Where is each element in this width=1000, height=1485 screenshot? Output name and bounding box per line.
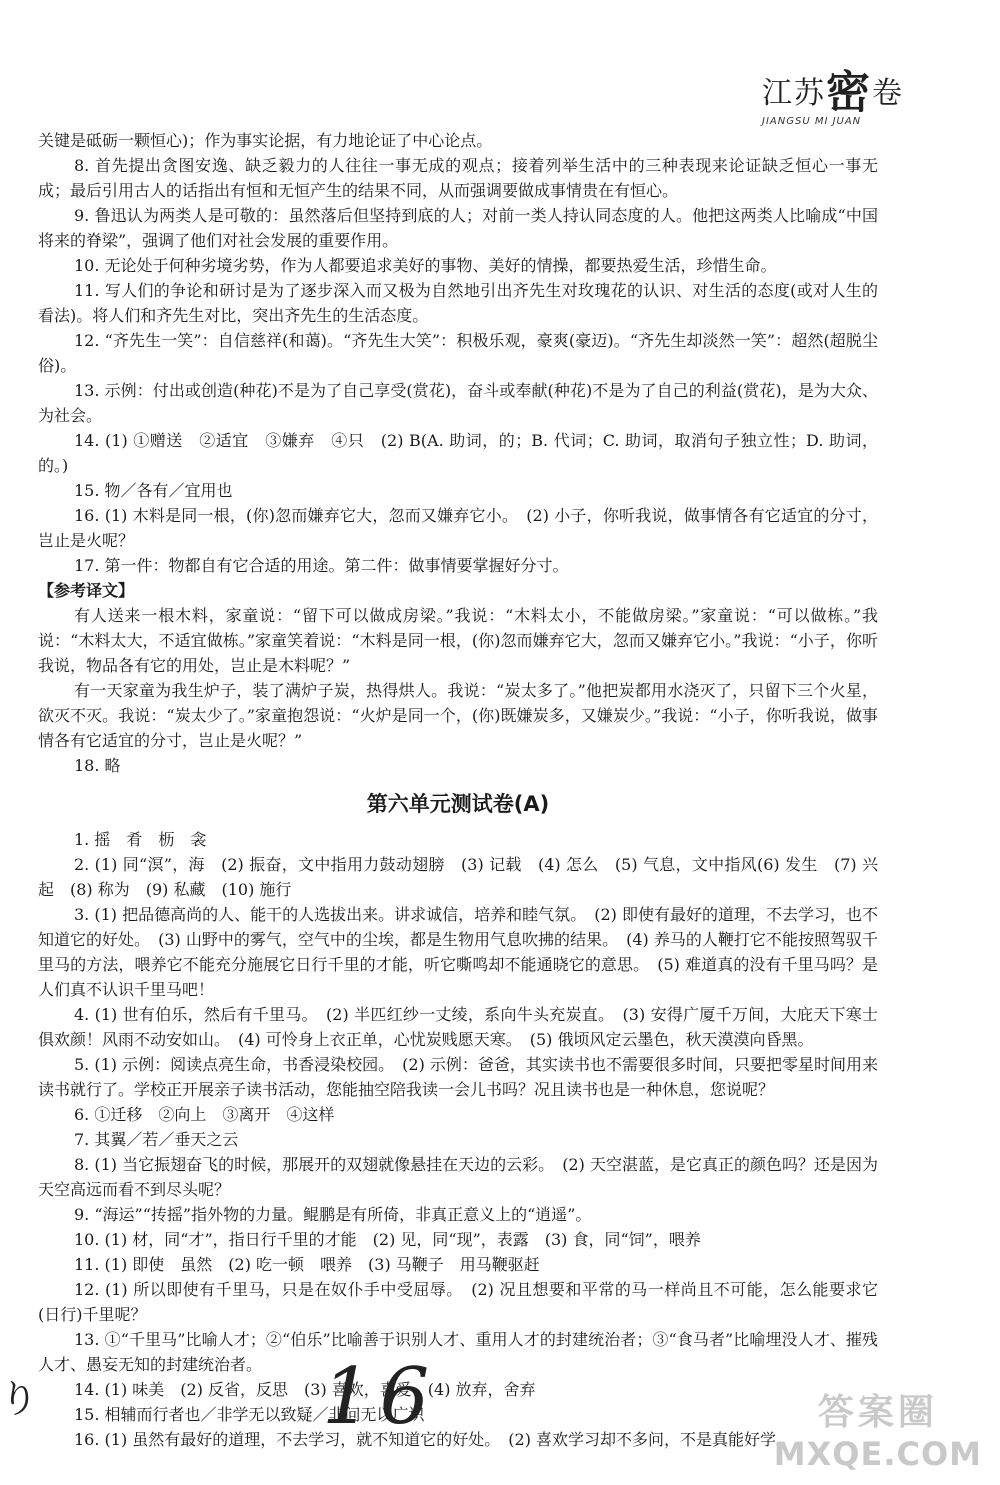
answer-item: 7. 其翼／若／垂天之云: [74, 1130, 239, 1149]
answer-item: 9. “海运”“抟摇”指外物的力量。鲲鹏是有所倚，非真正意义上的“逍遥”。: [74, 1205, 592, 1224]
watermark-logo-text: 答案圈: [817, 1392, 938, 1433]
translation-body: [38, 603, 878, 753]
handwritten-corner-mark: り: [0, 1377, 39, 1421]
brand-title: [762, 56, 904, 120]
book-brand-header: [762, 56, 904, 127]
answer-item: 15. 相辅而行者也／非学无以致疑／非问无以广识: [74, 1405, 425, 1424]
brand-suffix: 卷: [872, 76, 904, 111]
answer-item: 8. (1) 当它振翅奋飞的时候，那展开的双翅就像悬挂在天边的云彩。 (2) 天空湛蓝，是它真正的颜色吗？还是因为天空高远而看不到尽头呢？: [38, 1155, 878, 1199]
answer-item: 11. 写人们的争论和研讨是为了逐步深入而又极为自然地引出齐先生对玫瑰花的认识、对生活的态度(或对人生的看法)。将人们和齐先生对比，突出齐先生的生活态度。: [38, 281, 878, 325]
answer-item: 15. 物／各有／宜用也: [74, 481, 233, 500]
answer-item: 13. ①“千里马”比喻人才；②“伯乐”比喻善于识别人才、重用人才的封建统治者；③“食马者”比喻埋没人才、摧残人才、愚妄无知的封建统治者。: [38, 1330, 878, 1374]
translation-title: 【参考译文】: [38, 581, 135, 600]
site-watermark: [774, 1384, 982, 1473]
answer-item: 12. “齐先生一笑”：自信慈祥(和蔼)。“齐先生大笑”：积极乐观，豪爽(豪迈)。“齐先生却淡然一笑”：超然(超脱尘俗)。: [38, 331, 878, 375]
answer-content: [38, 128, 878, 1452]
translation-paragraph: 有人送来一根木料，家童说：“留下可以做成房梁。”我说：“木料太小，不能做房梁。”家童说：“可以做栋。”我说：“木料太大，不适宜做栋。”家童笑着说：“木料是同一根，(你)忽而嫌弃它大，忽而又嫌弃它小。”我说：“小子，你听我说，物品各有它的用处，岂止是木料呢？”: [38, 606, 878, 675]
answer-item: 3. (1) 把品德高尚的人、能干的人选拔出来。讲求诚信，培养和睦气氛。 (2) 即使有最好的道理，不去学习，也不知道它的好处。 (3) 山野中的雾气，空气中的尘埃，都是生物用气息吹拂的结果。 (4) 养马的人鞭打它不能按照驾驭千里马的方法，喂养它不能充分施展它日行千里的才能，听它嘶鸣却不能通晓它的意思。 (5) 难道真的没有千里马吗？是人们真不认识千里马吧！: [38, 905, 878, 999]
answer-item: 11. (1) 即使 虽然 (2) 吃一顿 喂养 (3) 马鞭子 用马鞭驱赶: [74, 1255, 540, 1274]
translation-paragraph: 有一天家童为我生炉子，装了满炉子炭，热得烘人。我说：“炭太多了。”他把炭都用水浇灭了，只留下三个火星，欲灭不灭。我说：“炭太少了。”家童抱怨说：“火炉是同一个，(你)既嫌炭多，又嫌炭少。”我说：“小子，你听我说，做事情各有它适宜的分寸，岂止是火呢？”: [38, 681, 878, 750]
section-title: 第六单元测试卷(A): [366, 792, 550, 816]
answer-item: 13. 示例：付出或创造(种花)不是为了自己享受(赏花)，奋斗或奉献(种花)不是为了自己的利益(赏花)，是为大众、为社会。: [38, 381, 878, 425]
answer-item: 10. (1) 材，同“才”，指日行千里的才能 (2) 见，同“现”，表露 (3) 食，同“饲”，喂养: [74, 1230, 701, 1249]
answer-list-section: [38, 827, 878, 1452]
answer-item: 6. ①迁移 ②向上 ③离开 ④这样: [74, 1105, 335, 1124]
brand-prefix: 江苏: [762, 76, 826, 111]
answer-item: 17. 第一件：物都自有它合适的用途。第二件：做事情要掌握好分寸。: [74, 556, 569, 575]
answer-item: 16. (1) 木料是同一根，(你)忽而嫌弃它大，忽而又嫌弃它小。 (2) 小子，你听我说，做事情各有它适宜的分寸，岂止是火呢？: [38, 506, 878, 550]
answer-item: 5. (1) 示例：阅读点亮生命，书香浸染校园。 (2) 示例：爸爸，其实读书也不需要很多时间，只要把零星时间用来读书就行了。学校正开展亲子读书活动，您能抽空陪我读一会儿书吗？况且读书也是一种休息，您说呢？: [38, 1055, 878, 1099]
item-18: 18. 略: [74, 756, 121, 775]
brand-big-char: 密: [826, 67, 872, 118]
brand-pinyin: JIANGSU MI JUAN: [762, 116, 862, 127]
answer-item: 16. (1) 虽然有最好的道理，不去学习，就不知道它的好处。 (2) 喜欢学习却不多问，不是真能好学。: [74, 1430, 793, 1449]
answer-item: 4. (1) 世有伯乐，然后有千里马。 (2) 半匹红纱一丈绫，系向牛头充炭直。 (3) 安得广厦千万间，大庇天下寒士俱欢颜！风雨不动安如山。 (4) 可怜身上衣正单，心忧炭贱愿天寒。 (5) 俄顷风定云墨色，秋天漠漠向昏黑。: [38, 1005, 878, 1049]
answer-item: 12. (1) 所以即使有千里马，只是在奴仆手中受屈辱。 (2) 况且想要和平常的马一样尚且不可能，怎么能要求它(日行)千里呢？: [38, 1280, 878, 1324]
watermark-url: MXQE.COM: [773, 1435, 982, 1473]
answer-item: 14. (1) 味美 (2) 反省，反思 (3) 喜欢，喜爱 (4) 放弃，舍弃: [74, 1380, 536, 1399]
answer-item: 2. (1) 同“溟”，海 (2) 振奋，文中指用力鼓动翅膀 (3) 记载 (4) 怎么 (5) 气息，文中指风(6) 发生 (7) 兴起 (8) 称为 (9) 私藏 (10) 施行: [38, 855, 878, 899]
answer-list-top: [38, 128, 878, 578]
answer-item: 9. 鲁迅认为两类人是可敬的：虽然落后但坚持到底的人；对前一类人持认同态度的人。他把这两类人比喻成“中国将来的脊梁”，强调了他们对社会发展的重要作用。: [38, 206, 878, 250]
answer-item: 1. 摇 肴 枥 衾: [74, 830, 207, 849]
answer-item: 8. 首先提出贪图安逸、缺乏毅力的人往往一事无成的观点；接着列举生活中的三种表现来论证缺乏恒心一事无成；最后引用古人的话指出有恒和无恒产生的结果不同，从而强调要做成事情贵在有恒心。: [38, 156, 878, 200]
handwritten-page-number: 16: [322, 1352, 438, 1442]
answer-item: 14. (1) ①赠送 ②适宜 ③嫌弃 ④只 (2) B(A. 助词，的；B. 代词；C. 助词，取消句子独立性；D. 助词，的。): [38, 431, 878, 475]
answer-item: 关键是砥砺一颗恒心)；作为事实论据，有力地论证了中心论点。: [38, 131, 493, 150]
answer-item: 10. 无论处于何种劣境劣势，作为人都要追求美好的事物、美好的情操，都要热爱生活，珍惜生命。: [74, 256, 777, 275]
